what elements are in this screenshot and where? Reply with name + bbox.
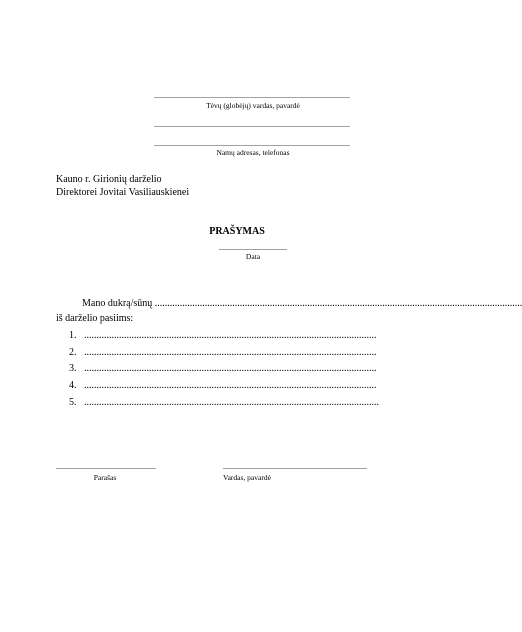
parent-name-line: .................................................................................................. [154,91,350,100]
name-caption: Vardas, pavardė [223,473,271,482]
list-item-line: ..................................................................................................................... [84,347,377,358]
document-title: PRAŠYMAS [209,226,265,237]
pickup-line: iš darželio pasiims: [56,313,134,324]
recipient-line-1: Kauno r. Girionių darželio [56,174,162,185]
address-line-2: .................................................................................................. [154,139,350,148]
list-item-number: 1. [69,330,77,341]
parent-name-caption: Tėvų (globėjų) vardas, pavardė [206,101,300,110]
list-item-number: 5. [69,397,77,408]
signature-caption: Parašas [93,473,117,482]
list-item-line: ..................................................................................................................... [84,380,377,391]
signature-line: .................................................. [56,462,156,471]
date-caption: Data [245,252,261,261]
child-line: Mano dukrą/sūnų ................................................................................................................................................... [82,298,522,309]
recipient-line-2: Direktorei Jovitai Vasiliauskienei [56,187,190,198]
date-line: .................................. [219,243,287,252]
list-item-number: 2. [69,347,77,358]
address-caption: Namų adresas, telefonas [216,148,290,157]
address-line-1: .................................................................................................. [154,120,350,129]
list-item-line: ..................................................................................................................... [84,363,377,374]
name-line: ........................................................................ [223,462,367,471]
list-item-line: ...................................................................................................................... [84,397,379,408]
list-item-number: 3. [69,363,77,374]
list-item-number: 4. [69,380,77,391]
list-item-line: ..................................................................................................................... [84,330,377,341]
